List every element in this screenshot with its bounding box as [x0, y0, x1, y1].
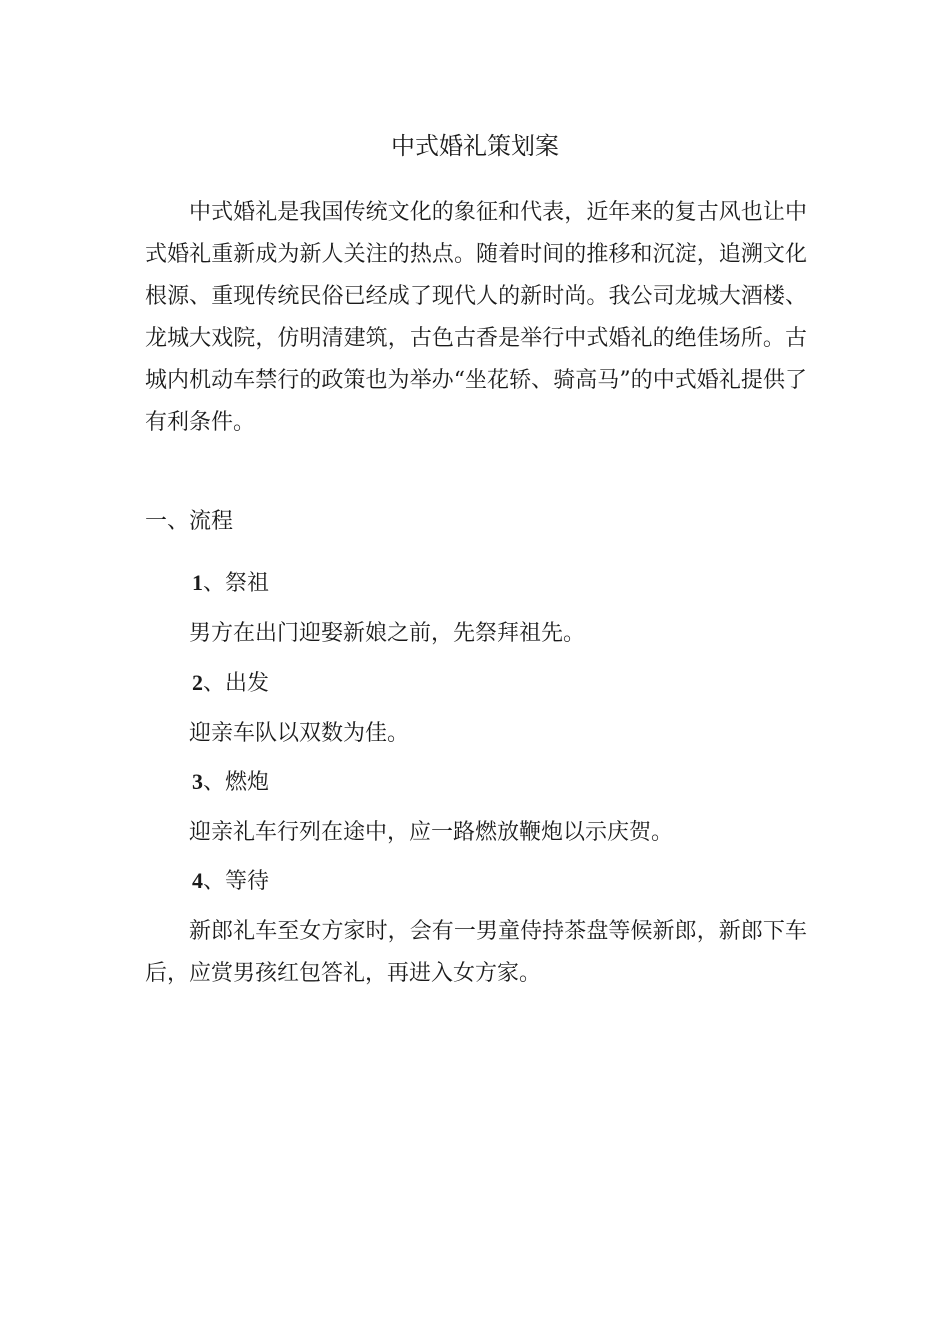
step-separator: 、	[203, 770, 226, 795]
step-body: 迎亲礼车行列在途中，应一路燃放鞭炮以示庆贺。	[189, 820, 674, 845]
step-separator: 、	[203, 571, 226, 596]
step-body: 迎亲车队以双数为佳。	[189, 721, 410, 746]
step-separator: 、	[203, 671, 226, 696]
step-number: 1	[192, 570, 203, 595]
step-heading	[192, 665, 269, 702]
step-heading	[192, 565, 269, 602]
document-title: 中式婚礼策划案	[391, 132, 559, 160]
step-body: 新郎礼车至女方家时，会有一男童侍持茶盘等候新郎，新郎下车后，应赏男孩红包答礼，再进入女方家。	[145, 919, 807, 986]
step-heading	[192, 863, 269, 900]
step-body: 男方在出门迎娶新娘之前，先祭拜祖先。	[189, 621, 586, 646]
step-number: 3	[192, 769, 203, 794]
step-title: 出发	[225, 671, 270, 696]
step-title: 燃炮	[225, 770, 270, 795]
step-number: 2	[192, 670, 203, 695]
section-heading: 一、流程	[145, 509, 234, 534]
step-title: 等待	[225, 869, 270, 894]
step-heading	[192, 764, 269, 801]
step-number: 4	[192, 868, 203, 893]
step-title: 祭祖	[225, 571, 270, 596]
step-separator: 、	[203, 869, 226, 894]
intro-paragraph: 中式婚礼是我国传统文化的象征和代表，近年来的复古风也让中式婚礼重新成为新人关注的热点。随着时间的推移和沉淀，追溯文化根源、重现传统民俗已经成了现代人的新时尚。我公司龙城大酒楼、龙城大戏院，仿明清建筑，古色古香是举行中式婚礼的绝佳场所。古城内机动车禁行的政策也为举办“坐花轿、骑高马”的中式婚礼提供了有利条件。	[145, 200, 807, 435]
